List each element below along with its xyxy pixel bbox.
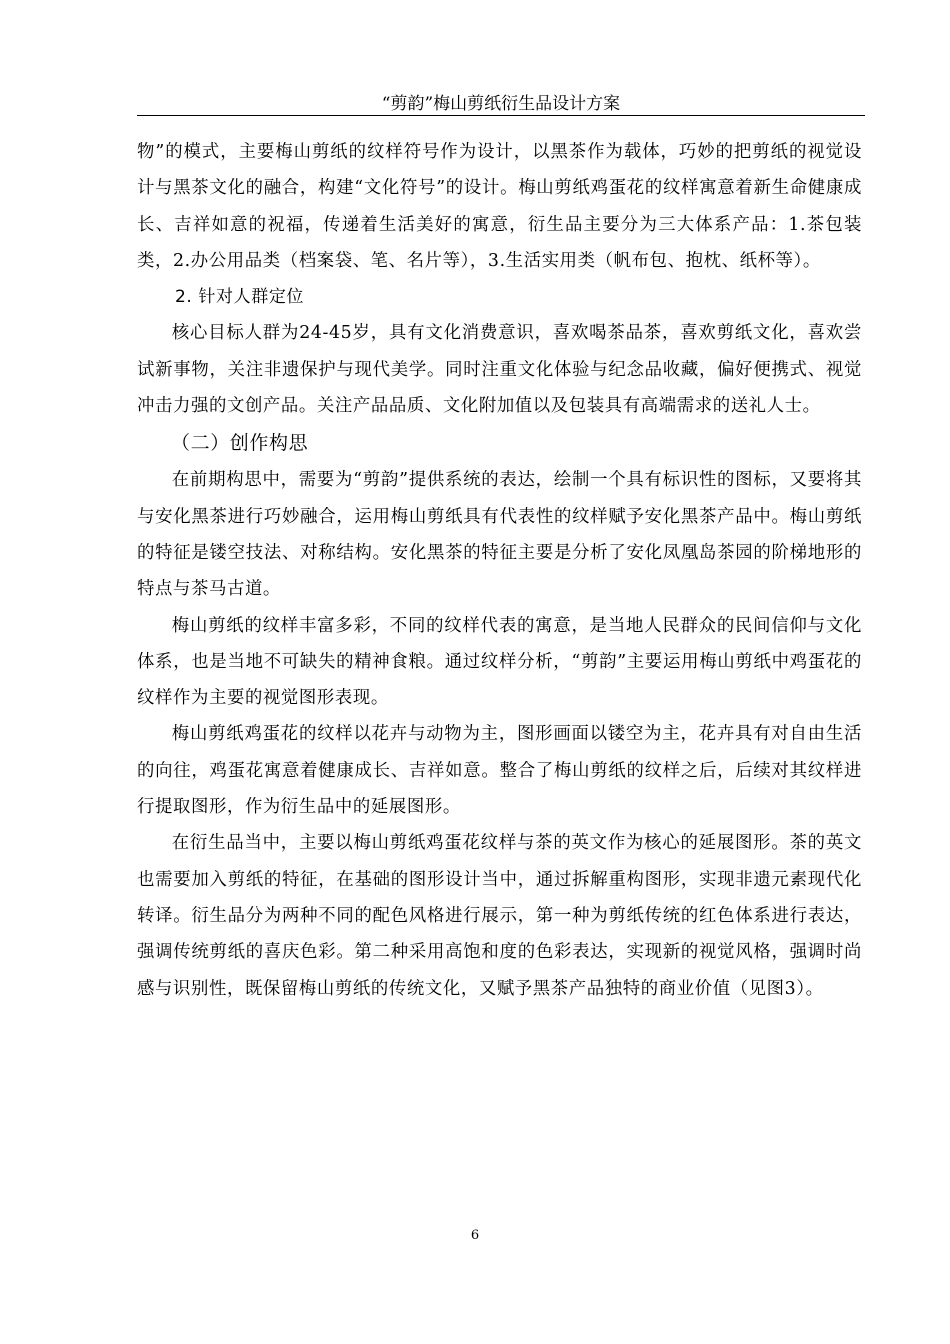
subheading-target-audience: 2. 针对人群定位 [175, 287, 305, 308]
page-number: 6 [470, 1228, 480, 1243]
header-divider [137, 115, 865, 116]
intro-paragraph: 物”的模式，主要梅山剪纸的纹样符号作为设计，以黑茶作为载体，巧妙的把剪纸的视觉设计与黑茶文化的融合，构建“文化符号”的设计。梅山剪纸鸡蛋花的纹样寓意着新生命健康成长、吉祥如意的祝福，传递着生活美好的寓意，衍生品主要分为三大体系产品：1.茶包装类，2.办公用品类（档案袋、笔、名片等），3.生活实用类（帆布包、抱枕、纸杯等）。 [137, 142, 862, 271]
concept-paragraph-1: 在前期构思中，需要为“剪韵”提供系统的表达，绘制一个具有标识性的图标，又要将其与安化黑茶进行巧妙融合，运用梅山剪纸具有代表性的纹样赋予安化黑茶产品中。梅山剪纸的特征是镂空技法、对称结构。安化黑茶的特征主要是分析了安化凤凰岛茶园的阶梯地形的特点与茶马古道。 [137, 470, 862, 600]
document-body [137, 134, 862, 1007]
page-header-title: “剪韵”梅山剪纸衍生品设计方案 [381, 94, 621, 114]
section-heading-creative-concept: （二）创作构思 [171, 432, 309, 455]
target-audience-paragraph: 核心目标人群为24-45岁，具有文化消费意识，喜欢喝茶品茶，喜欢剪纸文化，喜欢尝试新事物，关注非遗保护与现代美学。同时注重文化体验与纪念品收藏，偏好便携式、视觉冲击力强的文创产品。关注产品品质、文化附加值以及包装具有高端需求的送礼人士。 [137, 323, 862, 417]
concept-paragraph-3: 梅山剪纸鸡蛋花的纹样以花卉与动物为主，图形画面以镂空为主，花卉具有对自由生活的向往，鸡蛋花寓意着健康成长、吉祥如意。整合了梅山剪纸的纹样之后，后续对其纹样进行提取图形，作为衍生品中的延展图形。 [137, 724, 862, 818]
concept-paragraph-4: 在衍生品当中，主要以梅山剪纸鸡蛋花纹样与茶的英文作为核心的延展图形。茶的英文也需要加入剪纸的特征，在基础的图形设计当中，通过拆解重构图形，实现非遗元素现代化转译。衍生品分为两种不同的配色风格进行展示，第一种为剪纸传统的红色体系进行表达，强调传统剪纸的喜庆色彩。第二种采用高饱和度的色彩表达，实现新的视觉风格，强调时尚感与识别性，既保留梅山剪纸的传统文化，又赋予黑茶产品独特的商业价值（见图3）。 [137, 833, 862, 999]
concept-paragraph-2: 梅山剪纸的纹样丰富多彩，不同的纹样代表的寓意，是当地人民群众的民间信仰与文化体系，也是当地不可缺失的精神食粮。通过纹样分析，“剪韵”主要运用梅山剪纸中鸡蛋花的纹样作为主要的视觉图形表现。 [137, 615, 862, 709]
